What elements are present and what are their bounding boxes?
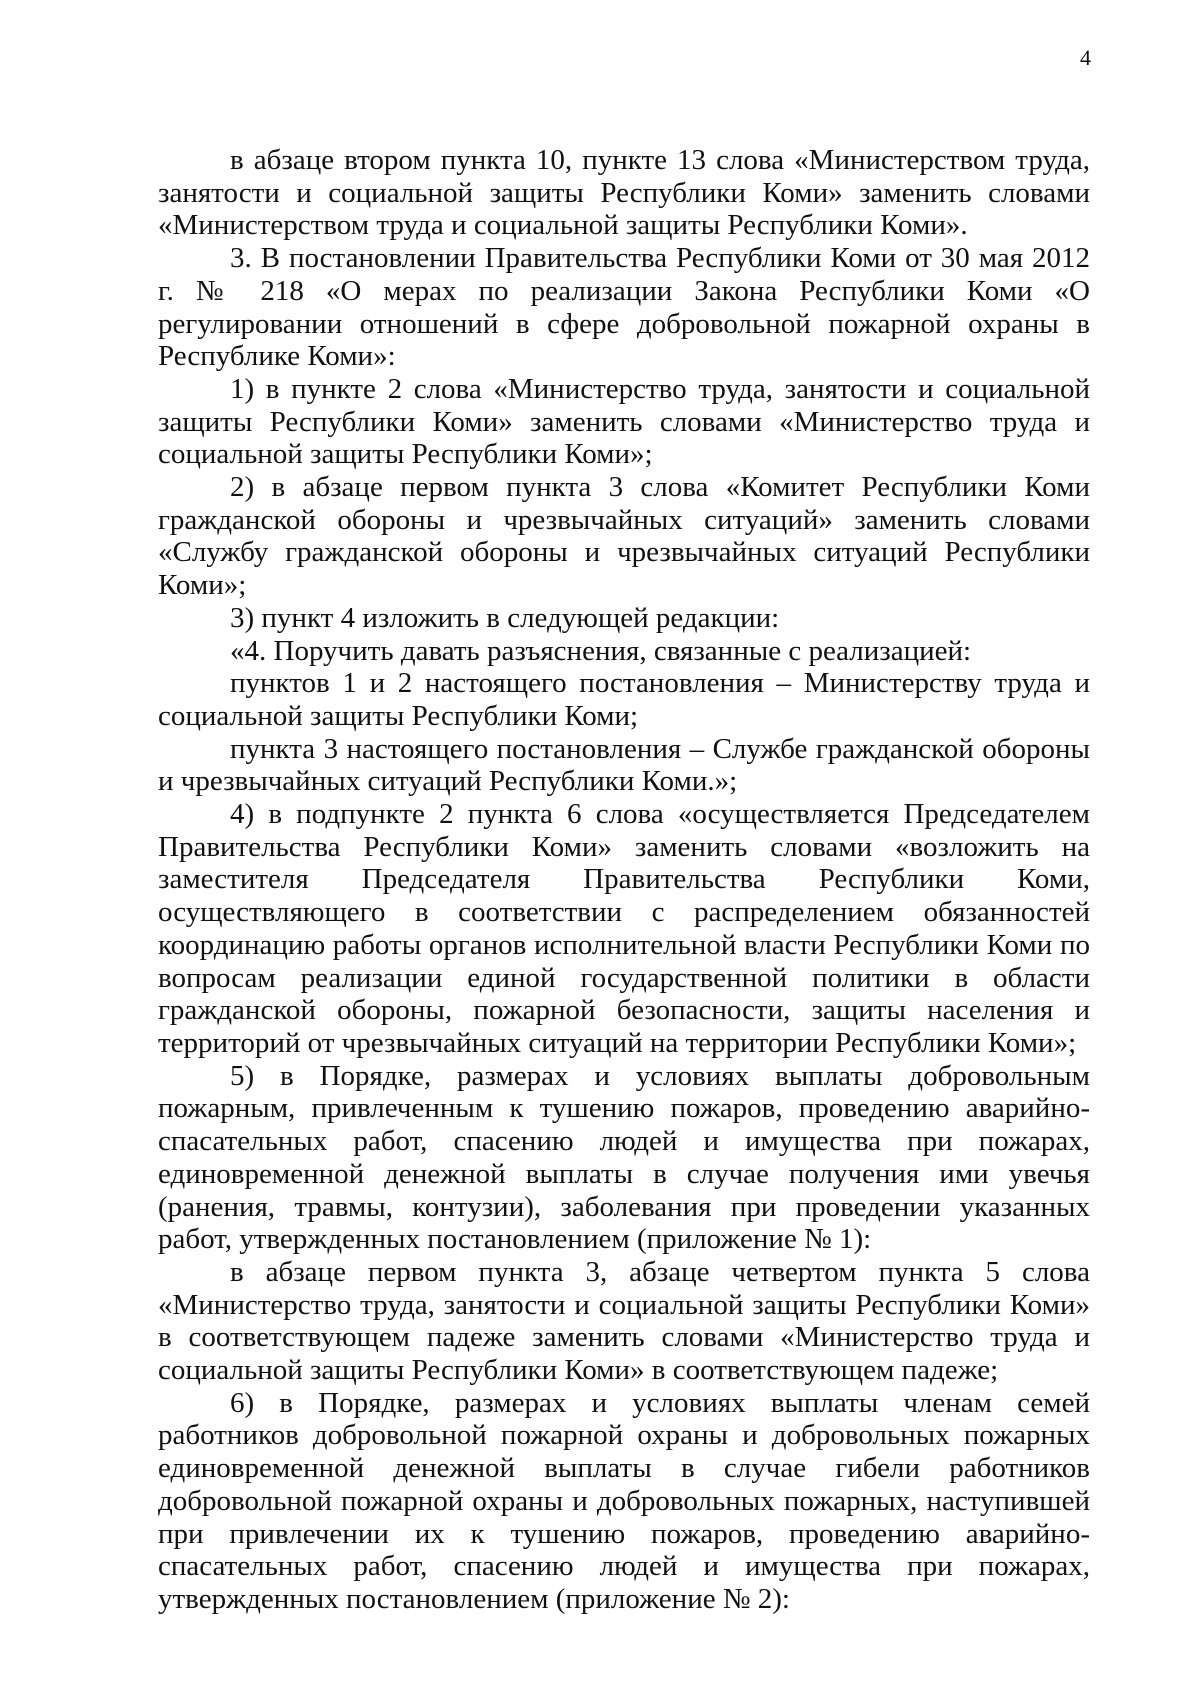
paragraph-1: в абзаце втором пункта 10, пункте 13 слова «Министерством труда, занятости и социальной защиты Республики Коми» заменить словами «Министерством труда и социальной защиты Республики Коми». (158, 144, 1090, 242)
paragraph-2: 3. В постановлении Правительства Республики Коми от 30 мая 2012 г. № 218 «О мерах по реализации Закона Республики Коми «О регулировании отношений в сфере добровольной пожарной охраны в Республике Коми»: (158, 242, 1090, 373)
paragraph-3: 1) в пункте 2 слова «Министерство труда, занятости и социальной защиты Республики Коми» заменить словами «Министерство труда и социальной защиты Республики Коми»; (158, 372, 1090, 471)
paragraph-5: 3) пункт 4 изложить в следующей редакции: (230, 601, 780, 634)
paragraph-11: в абзаце первом пункта 3, абзаце четвертом пункта 5 слова «Министерство труда, занятости и социальной защиты Республики Коми» в соответствующем падеже заменить словами «Министерство труда и социальной защиты Республики Коми» в соответствующем падеже; (158, 1255, 1090, 1387)
page-number: 4 (1080, 45, 1091, 70)
paragraph-8: пункта 3 настоящего постановления – Службе гражданской обороны и чрезвычайных ситуаций Республики Коми.»; (158, 732, 1090, 798)
paragraph-9: 4) в подпункте 2 пункта 6 слова «осуществляется Председателем Правительства Республики Коми» заменить словами «возложить на заместителя Председателя Правительства Республики Коми, осуществляющего в соответствии с распределением обязанностей координацию работы органов исполнительной власти Республики Коми по вопросам реализации единой государственной политики в области гражданской обороны, пожарной безопасности, защиты населения и территорий от чрезвычайных ситуаций на территории Республики Коми»; (158, 798, 1090, 1059)
paragraph-6: «4. Поручить давать разъяснения, связанные с реализацией: (230, 634, 972, 667)
paragraph-10: 5) в Порядке, размерах и условиях выплаты добровольным пожарным, привлеченным к тушению пожаров, проведению аварийно-спасательных работ, спасению людей и имущества при пожарах, единовременной денежной выплаты в случае получения ими увечья (ранения, травмы, контузии), заболевания при проведении указанных работ, утвержденных постановлением (приложение № 1): (158, 1059, 1090, 1256)
paragraph-12: 6) в Порядке, размерах и условиях выплаты членам семей работников добровольной пожарной охраны и добровольных пожарных единовременной денежной выплаты в случае гибели работников добровольной пожарной охраны и добровольных пожарных, наступившей при привлечении их к тушению пожаров, проведению аварийно-спасательных работ, спасению людей и имущества при пожарах, утвержденных постановлением (приложение № 2): (158, 1386, 1090, 1615)
document-body (158, 144, 1090, 1616)
paragraph-7: пунктов 1 и 2 настоящего постановления – Министерству труда и социальной защиты Республики Коми; (158, 667, 1090, 732)
paragraph-4: 2) в абзаце первом пункта 3 слова «Комитет Республики Коми гражданской обороны и чрезвычайных ситуаций» заменить словами «Службу гражданской обороны и чрезвычайных ситуаций Республики Коми»; (158, 471, 1090, 602)
